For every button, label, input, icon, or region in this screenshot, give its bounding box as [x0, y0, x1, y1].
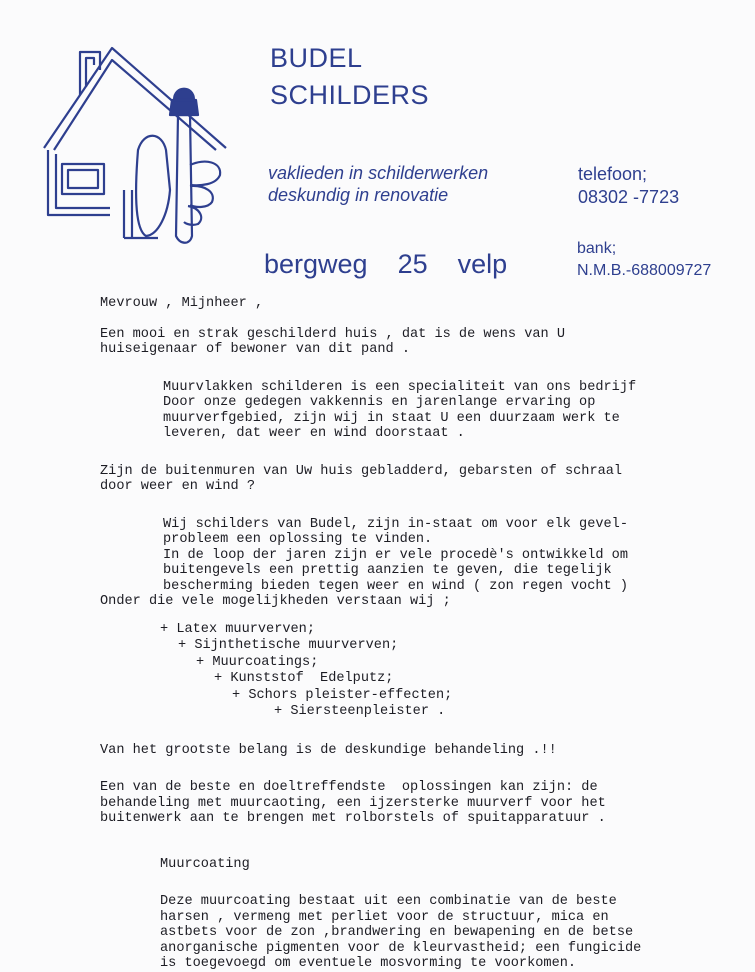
company-name	[270, 40, 429, 114]
paragraph-4-line: Wij schilders van Budel, zijn in-staat om voor elk gevel-	[163, 516, 628, 532]
bank-label: bank;	[577, 240, 617, 257]
brand-line-2: SCHILDERS	[270, 80, 430, 110]
tagline-line-2: deskundig in renovatie	[268, 185, 449, 205]
paragraph-6-line: behandeling met muurcaoting, een ijzersterke muurverf voor het	[100, 795, 606, 811]
paragraph-4-last-line: Onder die vele mogelijkheden verstaan wij ;	[100, 594, 451, 609]
paragraph-7-line: astbets voor de zon ,brandwering en bewapening en de betse	[160, 925, 634, 940]
address-number: 25	[397, 249, 428, 279]
paragraph-7-line: Deze muurcoating bestaat uit een combinatie van de beste	[160, 894, 617, 909]
address-street: bergweg	[264, 249, 368, 279]
paragraph-3-line: Zijn de buitenmuren van Uw huis gebladderd, gebarsten of schraal	[100, 463, 623, 479]
paragraph-4-line: bescherming bieden tegen weer en wind ( zon regen vocht )	[163, 578, 628, 594]
paragraph-7-line: is toegevoegd om eventuele mosvorming te voorkomen.	[160, 956, 577, 971]
phone-block	[578, 163, 679, 209]
address-city: velp	[457, 249, 508, 279]
paragraph-1-line: huiseigenaar of bewoner van dit pand .	[100, 342, 410, 357]
house-with-paintbrush-icon	[40, 40, 230, 250]
tagline	[268, 162, 488, 206]
list-item: + Schors pleister-effecten;	[232, 687, 453, 703]
address	[264, 246, 507, 282]
phone-label: telefoon;	[578, 164, 648, 184]
paragraph-4-line: In de loop der jaren zijn er vele procedè's ontwikkeld om	[163, 547, 628, 563]
brand-line-1: BUDEL	[270, 43, 363, 73]
bank-block	[577, 238, 711, 282]
list-item: + Kunststof Edelputz;	[214, 671, 394, 686]
paragraph-7-line: anorganische pigmenten voor de kleurvastheid; een fungicide	[160, 940, 642, 956]
paragraph-2-line: Muurvlakken schilderen is een specialiteit van ons bedrijf	[163, 379, 637, 395]
coating-list	[100, 622, 740, 721]
list-item: + Latex muurverven;	[160, 621, 315, 637]
bank-number: N.M.B.-688009727	[577, 262, 712, 279]
paragraph-2-line: Door onze gedegen vakkennis en jarenlange ervaring op	[163, 395, 596, 410]
phone-number: 08302 -7723	[578, 187, 680, 207]
tagline-line-1: vaklieden in schilderwerken	[268, 163, 489, 183]
section-heading: Muurcoating	[160, 856, 250, 872]
list-item: + Muurcoatings;	[196, 654, 319, 670]
paragraph-2-line: muurverfgebied, zijn wij in staat U een duurzaam werk te	[163, 410, 620, 426]
paragraph-5: Van het grootste belang is de deskundige behandeling .!!	[100, 742, 557, 758]
list-item: + Sijnthetische muurverven;	[178, 638, 399, 653]
paragraph-4-line: buitengevels een prettig aanzien te geven, die tegelijk	[163, 563, 612, 578]
paragraph-1-line: Een mooi en strak geschilderd huis , dat is de wens van U	[100, 326, 565, 342]
paragraph-3-line: door weer en wind ?	[100, 479, 255, 494]
paragraph-6-line: Een van de beste en doeltreffendste oplossingen kan zijn: de	[100, 780, 598, 795]
list-item: + Siersteenpleister .	[274, 704, 446, 719]
paragraph-4-line: probleem een oplossing te vinden.	[163, 532, 433, 547]
letter-body	[100, 296, 740, 972]
paragraph-2-line: leveren, dat weer en wind doorstaat .	[163, 426, 465, 441]
paragraph-7-line: harsen , vermeng met perliet voor de structuur, mica en	[160, 909, 609, 925]
paragraph-6-line: buitenwerk aan te brengen met rolborstels of spuitapparatuur .	[100, 811, 606, 826]
salutation: Mevrouw , Mijnheer ,	[100, 296, 264, 311]
